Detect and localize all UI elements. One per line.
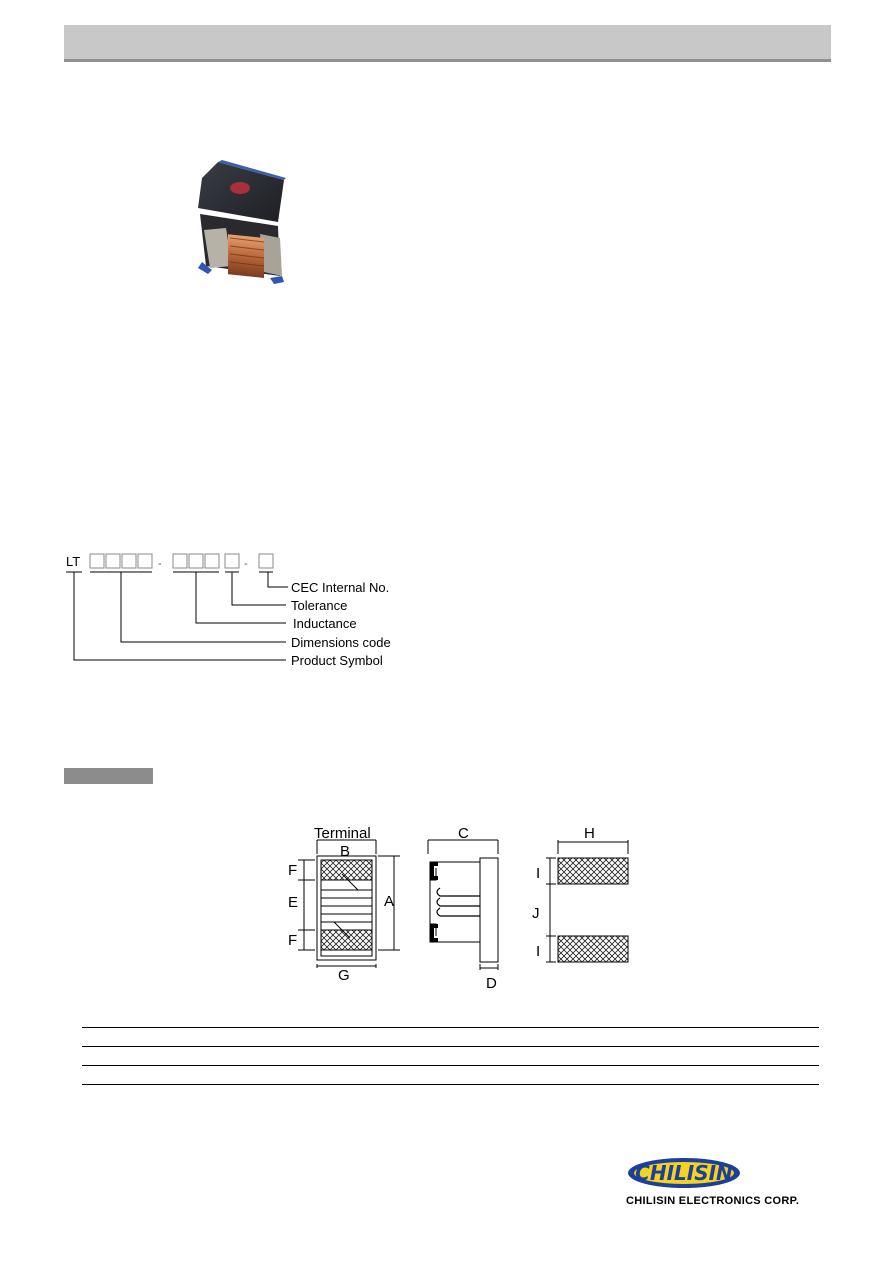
dim-d: D	[486, 975, 497, 992]
logo-brand-text: CHILISIN	[635, 1161, 733, 1185]
part-numbering-diagram	[60, 548, 420, 678]
dim-h: H	[584, 825, 595, 842]
prefix-text: LT	[66, 554, 81, 569]
dim-b: B	[340, 843, 351, 860]
separator-2: -	[244, 558, 248, 570]
dim-f-top: F	[288, 862, 298, 879]
label-product-symbol: Product Symbol	[291, 653, 383, 668]
company-name: CHILISIN ELECTRONICS CORP.	[626, 1195, 800, 1207]
label-dimensions-code: Dimensions code	[291, 635, 391, 650]
chilisin-logo-mark	[626, 1155, 826, 1193]
page-header-bar	[64, 25, 831, 62]
table-rule-1	[82, 1027, 819, 1028]
dim-e: E	[288, 894, 299, 911]
dim-a: A	[384, 893, 395, 910]
label-tolerance: Tolerance	[291, 598, 348, 613]
dimension-drawing	[270, 818, 650, 998]
section-tab	[64, 768, 153, 784]
dim-i-bottom: I	[536, 943, 541, 960]
table-rule-4	[82, 1084, 819, 1085]
dim-g: G	[338, 967, 350, 984]
label-inductance: Inductance	[293, 616, 357, 631]
dim-j: J	[532, 905, 540, 922]
company-logo	[626, 1155, 826, 1215]
product-photo	[188, 158, 300, 296]
separator-1: -	[158, 558, 162, 570]
dim-i-top: I	[536, 865, 541, 882]
table-rule-3	[82, 1065, 819, 1066]
table-rule-2	[82, 1046, 819, 1047]
terminal-label: Terminal	[314, 825, 371, 842]
dim-c: C	[458, 825, 469, 842]
dim-f-bottom: F	[288, 932, 298, 949]
label-cec-internal-no: CEC Internal No.	[291, 580, 390, 595]
